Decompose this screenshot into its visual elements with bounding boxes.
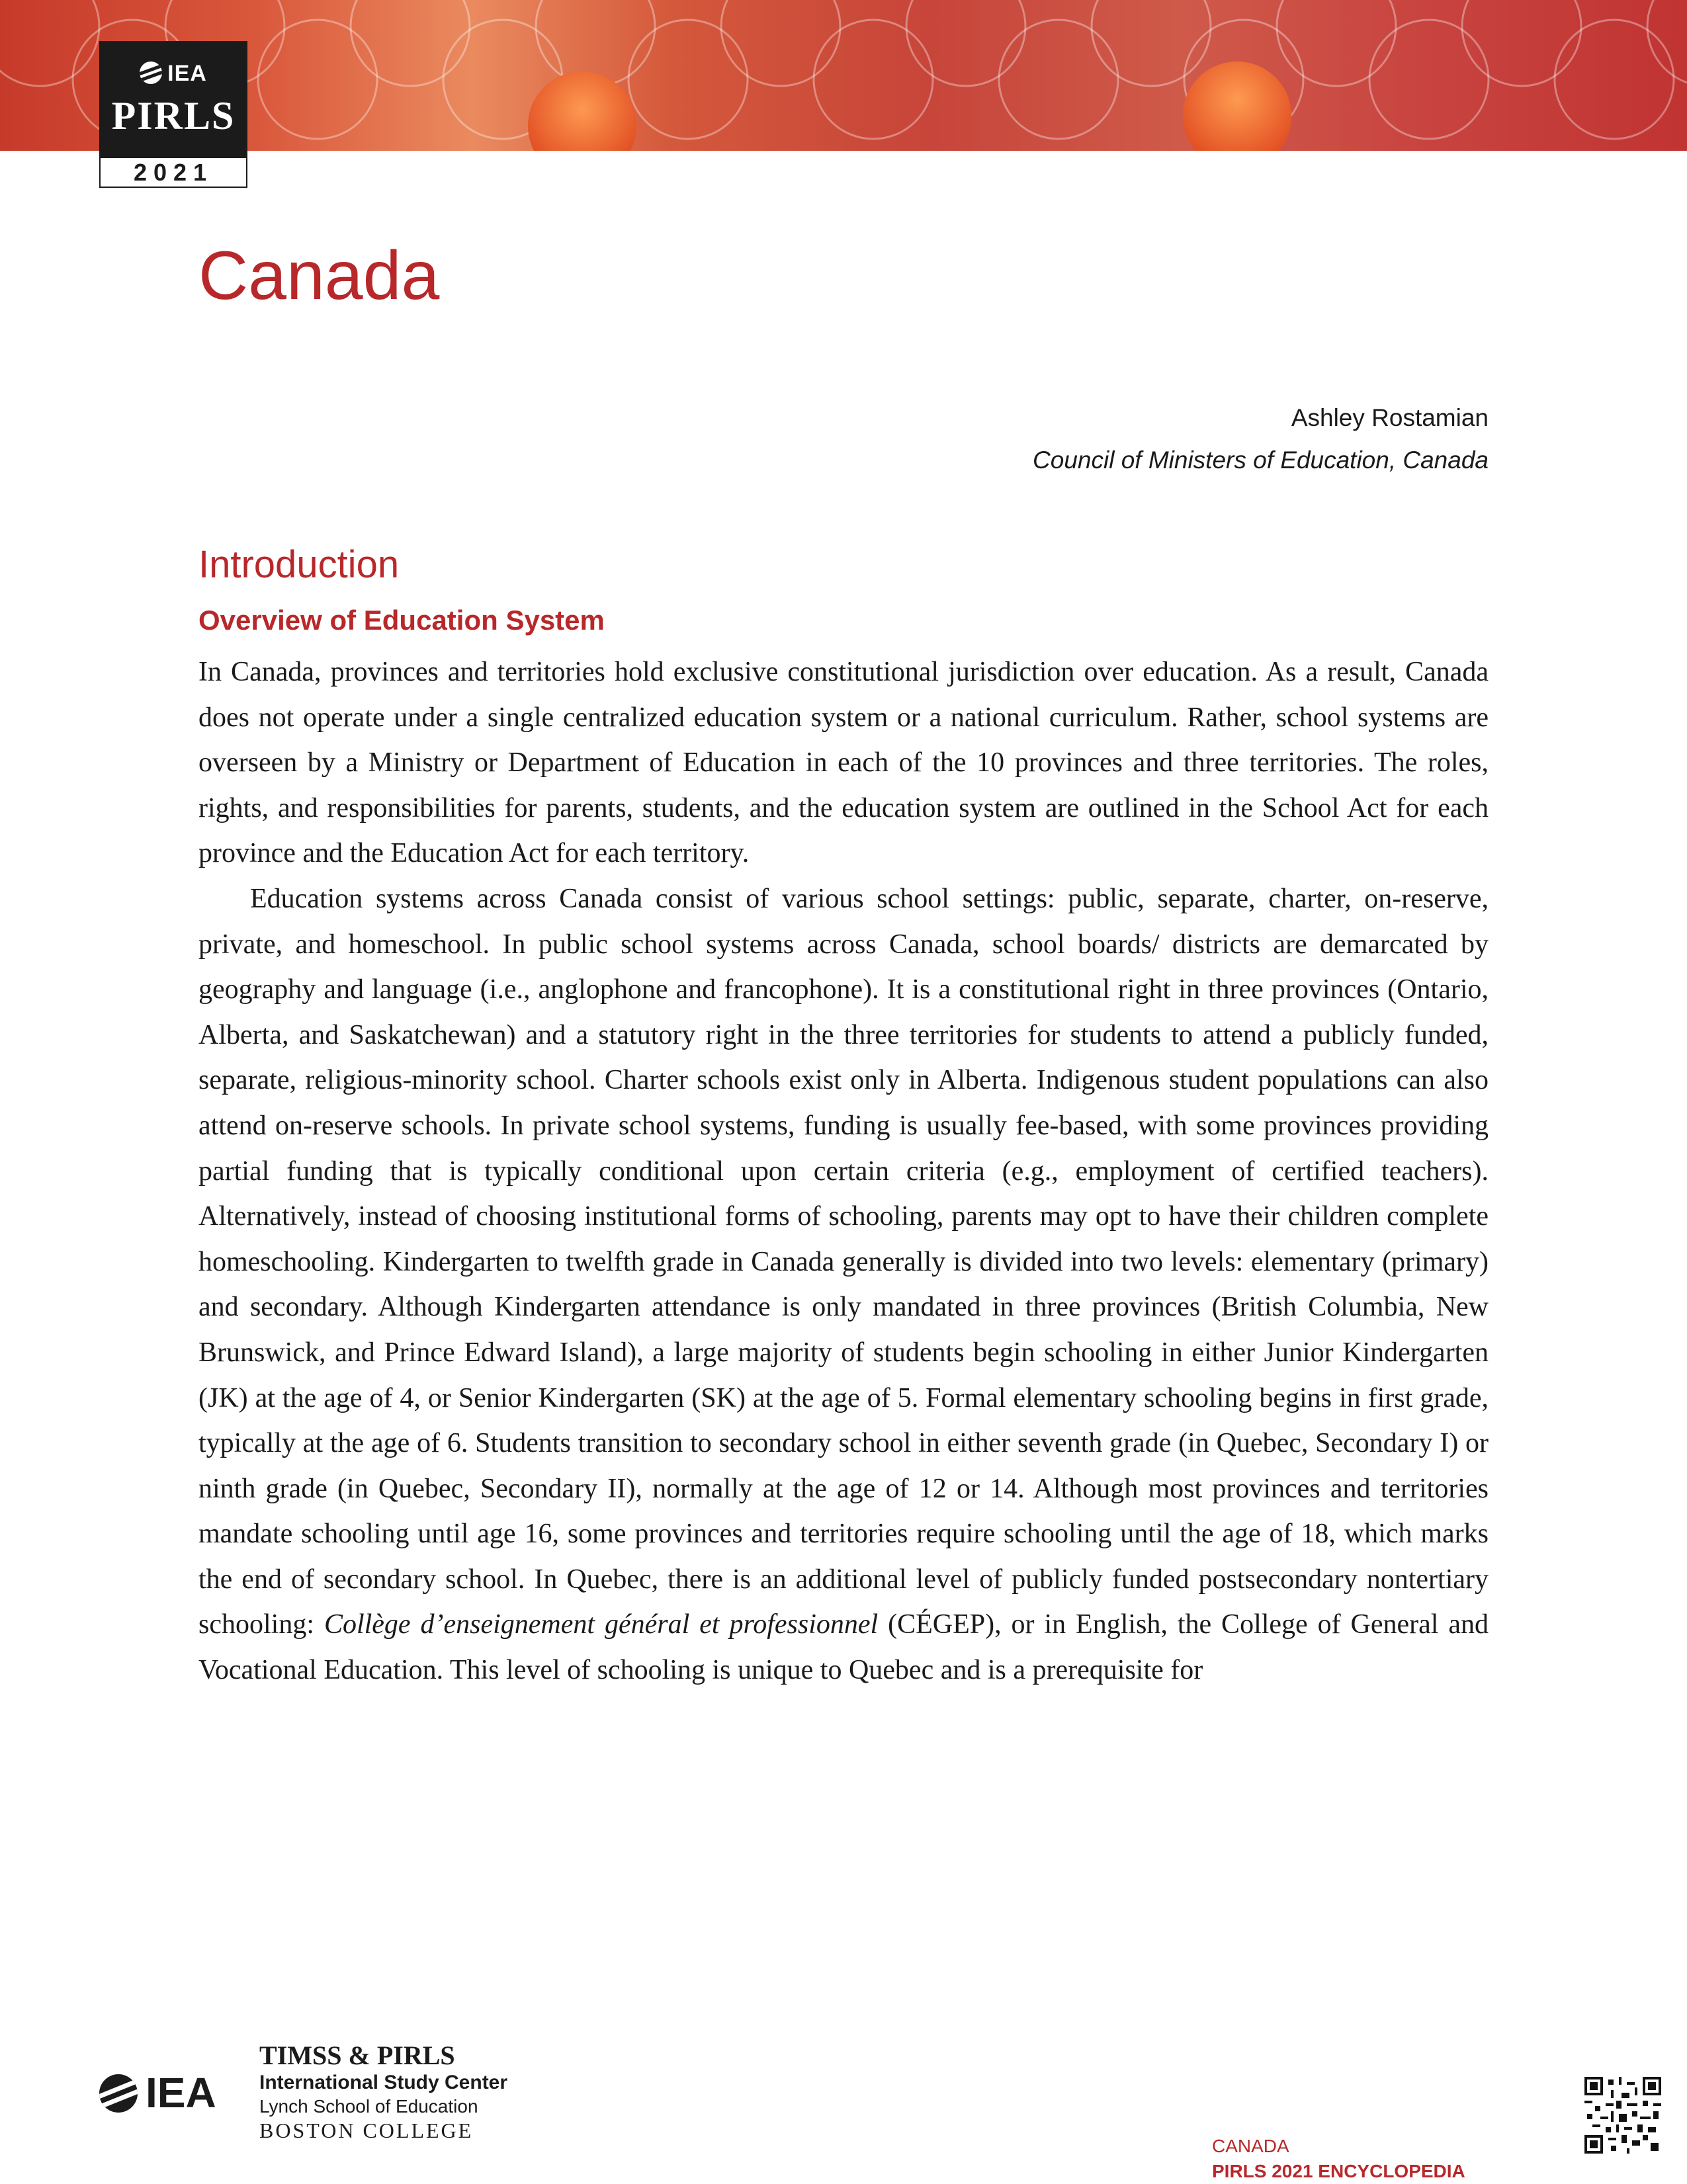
author-block	[1033, 397, 1489, 482]
footer-encyclopedia: PIRLS 2021 ENCYCLOPEDIA	[1212, 2161, 1465, 2181]
italic-term: Collège d’enseignement général et professionnel	[324, 1609, 879, 1640]
study-center-logo	[259, 2040, 507, 2142]
paragraph	[198, 876, 1489, 1693]
footer-country: CANADA	[1212, 2136, 1289, 2156]
center-title: TIMSS & PIRLS	[259, 2040, 455, 2070]
iea-globe-icon	[99, 2074, 138, 2113]
logo-org: IEA	[167, 61, 207, 86]
footer-iea-logo	[99, 2068, 216, 2117]
footer-label	[1212, 2134, 1465, 2184]
footer-org: IEA	[146, 2069, 216, 2117]
author-name: Ashley Rostamian	[1291, 404, 1489, 431]
center-line1: International Study Center	[259, 2072, 508, 2093]
footer-logos	[99, 2040, 509, 2142]
logo-year: 2021	[99, 157, 247, 188]
qr-code-icon	[1584, 2077, 1661, 2154]
logo-program: PIRLS	[111, 94, 236, 138]
paragraph: In Canada, provinces and territories hold exclusive constitutional jurisdiction over education. As a result, Canada does not operate under a single centralized education system or a national curriculum. Rather, school systems are overseen by a Ministry or Department of Education in each of the 10 provinces and three territories. The roles, rights, and responsibilities for parents, students, and the education system are outlined in the School Act for each province and the Education Act for each territory.	[198, 657, 1489, 869]
section-heading: Introduction	[198, 543, 400, 586]
center-line2: Lynch School of Education	[259, 2096, 478, 2117]
paragraph-tail: (CÉGEP), or in English, the College of General and Vocational Education. This level of schooling is unique to Quebec and is a prerequisite for	[198, 1609, 1489, 1686]
iea-globe-icon	[140, 62, 162, 84]
center-line3: BOSTON COLLEGE	[259, 2119, 474, 2142]
circle-pattern	[0, 0, 1687, 151]
page-title: Canada	[198, 237, 440, 314]
pirls-logo	[99, 41, 247, 188]
paragraph-text: Education systems across Canada consist of various school settings: public, separate, charter, on-reserve, private, and homeschool. In public school systems across Canada, school boards/ districts are demarcated by geography and language (i.e., anglophone and francophone). It is a constitutional right in three provinces (Ontario, Alberta, and Saskatchewan) and a statutory right in the three territories for students to attend a publicly funded, separate, religious-minority school. Charter schools exist only in Alberta. Indigenous student populations can also attend on-reserve schools. In private school systems, funding is usually fee-based, with some provinces providing partial funding that is typically conditional upon certain criteria (e.g., employment of certified teachers). Alternatively, instead of choosing institutional forms of schooling, parents may opt to have their children complete homeschooling. Kindergarten to twelfth grade in Canada generally is divided into two levels: elementary (primary) and secondary. Although Kindergarten attendance is only mandated in three provinces (British Columbia, New Brunswick, and Prince Edward Island), a large majority of students begin schooling in either Junior Kindergarten (JK) at the age of 4, or Senior Kindergarten (SK) at the age of 5. Formal elementary schooling begins in first grade, typically at the age of 6. Students transition to secondary school in either seventh grade (in Quebec, Secondary I) or ninth grade (in Quebec, Secondary II), normally at the age of 12 or 14. Although most provinces and territories mandate schooling until age 16, some provinces and territories require schooling until the age of 18, which marks the end of secondary school. In Quebec, there is an additional level of publicly funded postsecondary nontertiary schooling:	[198, 883, 1489, 1640]
subsection-heading: Overview of Education System	[198, 605, 605, 636]
author-affiliation: Council of Ministers of Education, Canada	[1033, 446, 1489, 474]
body-text	[198, 650, 1489, 1693]
header-banner	[0, 0, 1687, 151]
